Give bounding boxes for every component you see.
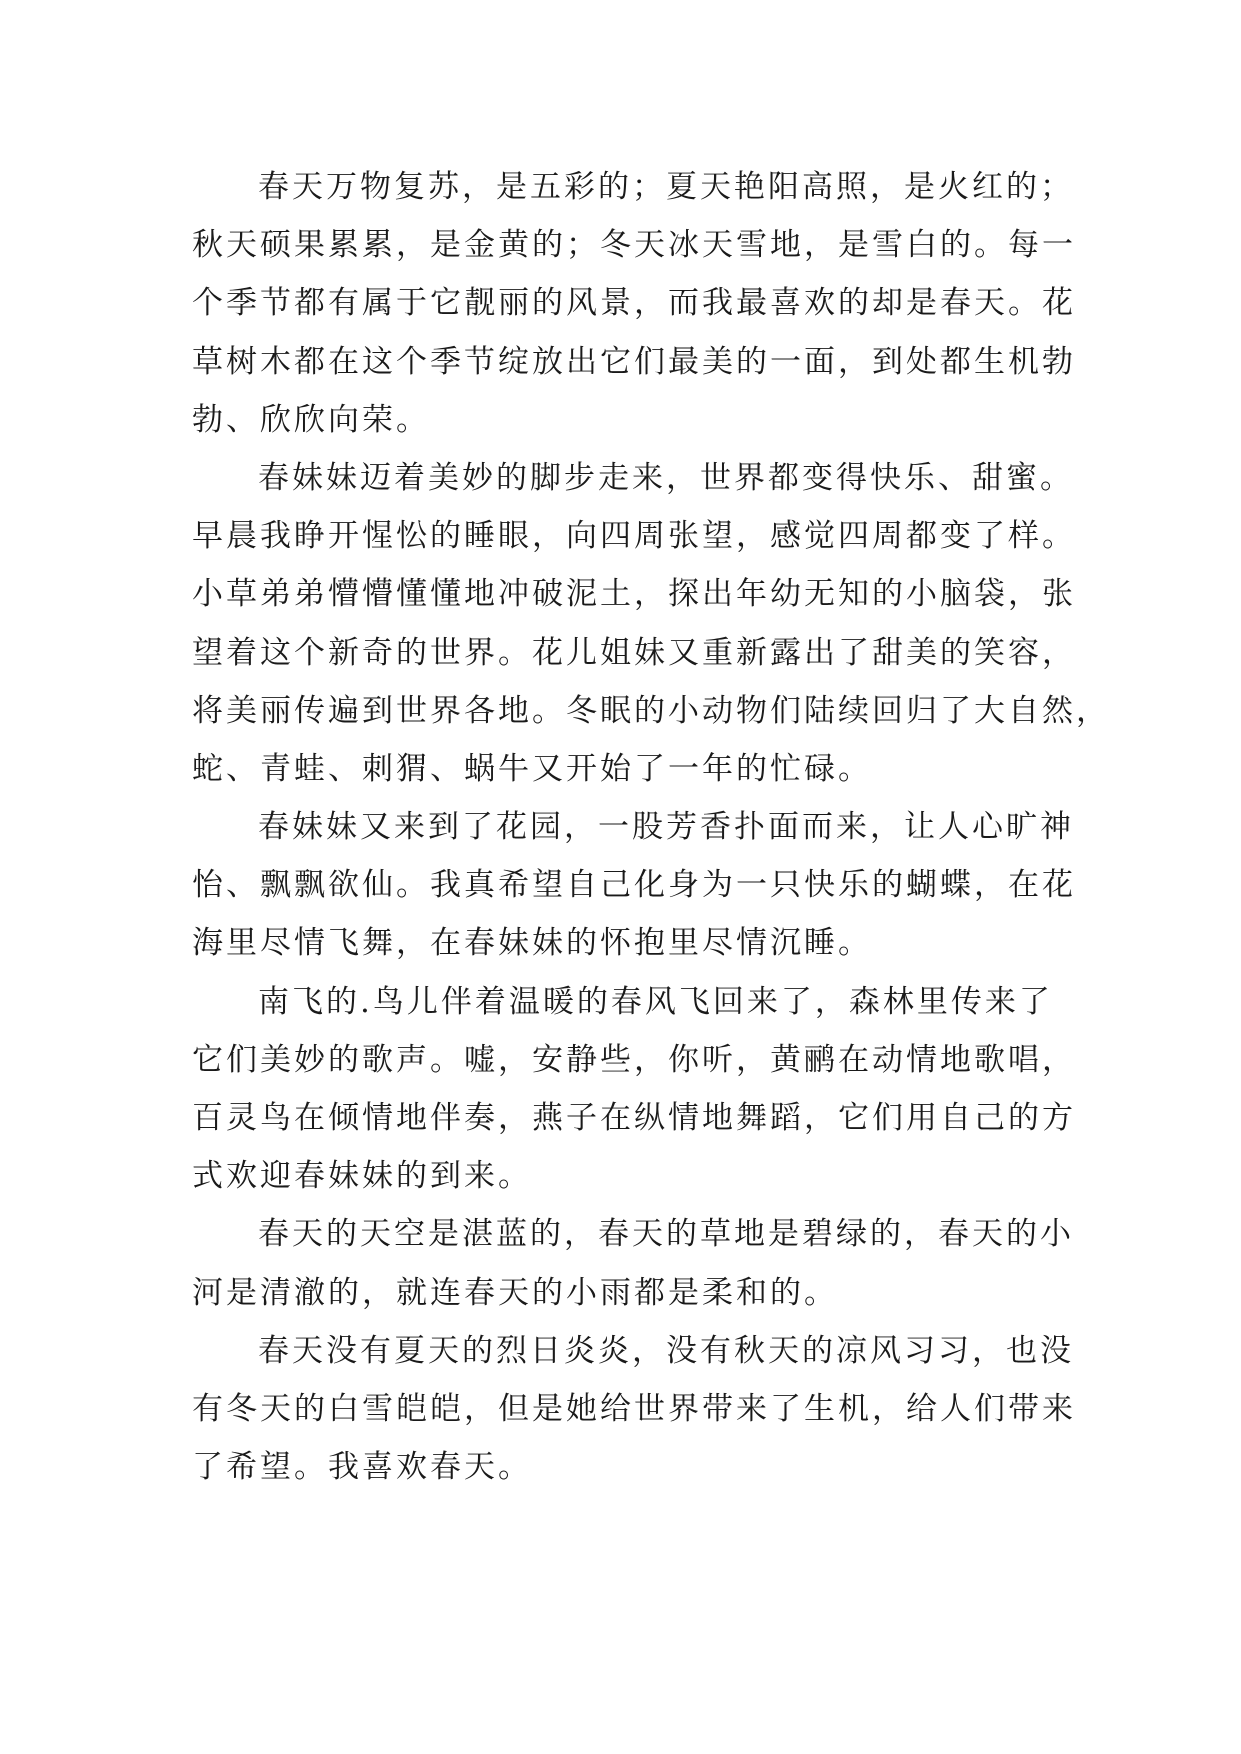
paragraph-line: 怡、飘飘欲仙。我真希望自己化身为一只快乐的蝴蝶，在花 [192,867,1076,904]
paragraph-line: 河是清澈的，就连春天的小雨都是柔和的。 [192,1274,838,1311]
paragraph-6 [192,1322,1076,1497]
paragraph-line: 春天万物复苏，是五彩的；夏天艳阳高照，是火红的； [258,169,1074,205]
paragraph-line: 有冬天的白雪皑皑，但是她给世界带来了生机，给人们带来 [192,1390,1076,1427]
paragraph-line: 勃、欣欣向荣。 [192,401,430,438]
paragraph-1 [192,158,1076,449]
paragraph-line: 个季节都有属于它靓丽的风景，而我最喜欢的却是春天。花 [192,285,1076,322]
paragraph-line: 望着这个新奇的世界。花儿姐妹又重新露出了甜美的笑容， [192,634,1076,671]
paragraph-line: 小草弟弟懵懵懂懂地冲破泥土，探出年幼无知的小脑袋，张 [192,576,1076,613]
paragraph-line: 将美丽传遍到世界各地。冬眠的小动物们陆续回归了大自然， [192,692,1110,729]
paragraph-line: 春妹妹又来到了花园，一股芳香扑面而来，让人心旷神 [258,809,1074,846]
paragraph-line: 秋天硕果累累，是金黄的；冬天冰天雪地，是雪白的。每一 [192,227,1076,264]
paragraph-line: 春妹妹迈着美妙的脚步走来，世界都变得快乐、甜蜜。 [258,459,1074,496]
paragraph-line: 海里尽情飞舞，在春妹妹的怀抱里尽情沉睡。 [192,925,872,962]
paragraph-line: 式欢迎春妹妹的到来。 [192,1158,532,1195]
paragraph-3 [192,798,1076,973]
paragraph-line: 春天没有夏天的烈日炎炎，没有秋天的凉风习习，也没 [258,1332,1074,1369]
paragraph-line: 了希望。我喜欢春天。 [192,1449,532,1486]
paragraph-line: 蛇、青蛙、刺猬、蜗牛又开始了一年的忙碌。 [192,750,872,787]
paragraph-2 [192,449,1110,798]
paragraph-4 [192,973,1076,1206]
document-body [192,158,1110,1496]
paragraph-line: 早晨我睁开惺忪的睡眼，向四周张望，感觉四周都变了样。 [192,518,1076,555]
paragraph-line: 春天的天空是湛蓝的，春天的草地是碧绿的，春天的小 [258,1216,1074,1253]
paragraph-5 [192,1205,1074,1321]
paragraph-line: 草树木都在这个季节绽放出它们最美的一面，到处都生机勃 [192,343,1076,380]
paragraph-line: 它们美妙的歌声。嘘，安静些，你听，黄鹂在动情地歌唱， [192,1041,1076,1078]
paragraph-line: 南飞的.鸟儿伴着温暖的春风飞回来了，森林里传来了 [258,983,1053,1020]
paragraph-line: 百灵鸟在倾情地伴奏，燕子在纵情地舞蹈，它们用自己的方 [192,1100,1076,1136]
